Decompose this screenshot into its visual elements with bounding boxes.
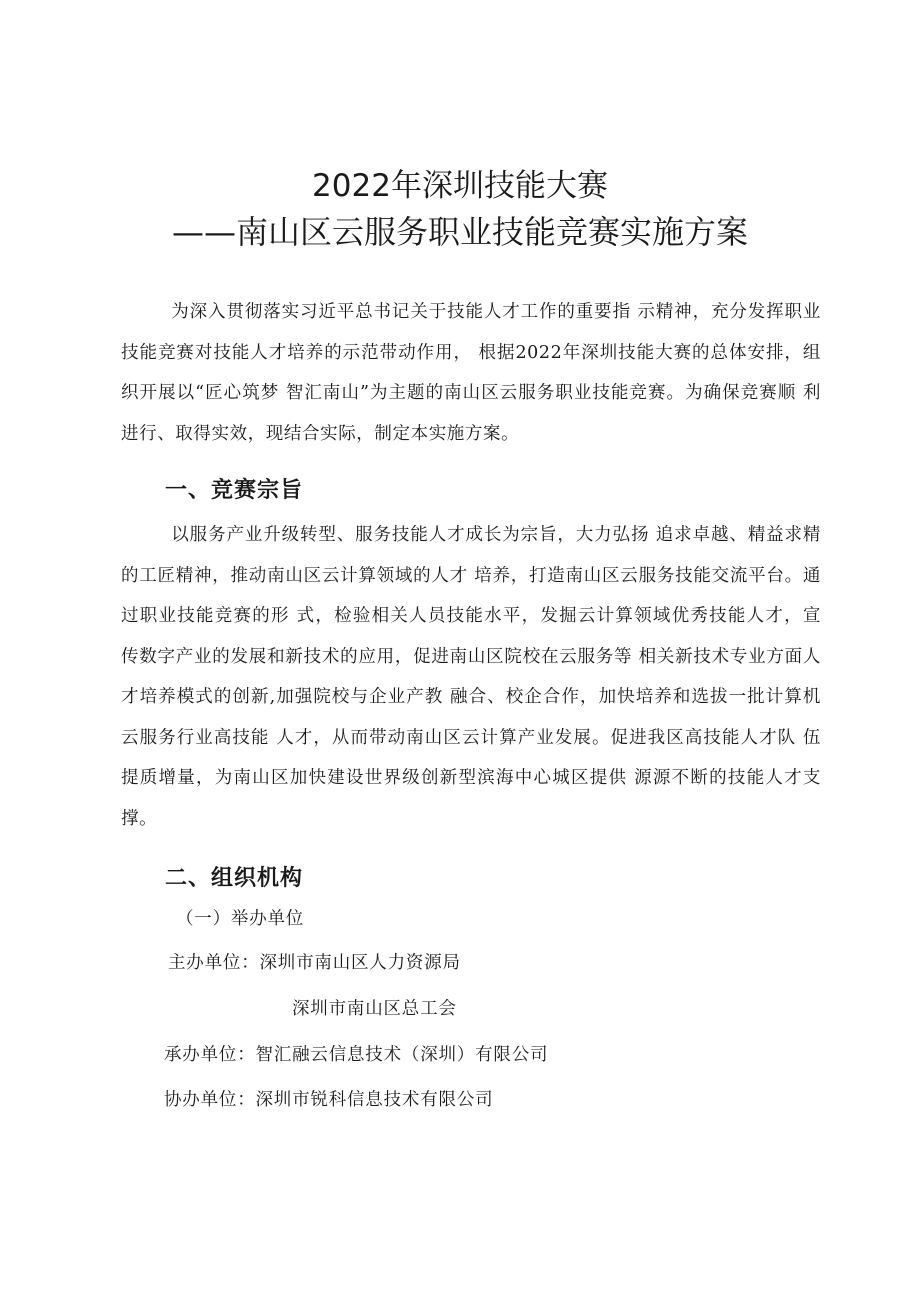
- section-heading-organization: 二、组织机构: [165, 866, 304, 891]
- intro-text: 为深入贯彻落实习近平总书记关于技能人才工作的重要指 示精神，充分发挥职业技能竞赛对技能人才培养的示范带动作用， 根据2022年深圳技能大赛的总体安排，组织开展以“匠心筑梦 智汇南山”为主题的南山区云服务职业技能竞赛。为确保竞赛顺 利进行、取得实效，现结合实际，制定本实施方案。: [121, 302, 821, 444]
- organizer-extra-line: 深圳市南山区总工会: [292, 999, 457, 1019]
- intro-paragraph: [121, 292, 821, 454]
- document-title: 2022年深圳技能大赛: [312, 168, 608, 204]
- undertaker-line: 承办单位：智汇融云信息技术（深圳）有限公司: [164, 1045, 549, 1065]
- section-heading-purpose: 一、竞赛宗旨: [165, 478, 304, 503]
- document-subtitle: ——南山区云服务职业技能竞赛实施方案: [171, 213, 748, 251]
- purpose-paragraph: [121, 515, 821, 839]
- subheading-host-units: （一）举办单位: [176, 909, 305, 929]
- co-organizer-line: 协办单位：深圳市锐科信息技术有限公司: [164, 1090, 494, 1110]
- organizer-line: 主办单位：深圳市南山区人力资源局: [168, 953, 461, 973]
- purpose-text: 以服务产业升级转型、服务技能人才成长为宗旨，大力弘扬 追求卓越、精益求精的工匠精神，推动南山区云计算领域的人才 培养，打造南山区云服务技能交流平台。通过职业技能竞赛的形 式，检验相关人员技能水平，发掘云计算领域优秀技能人才，宣 传数字产业的发展和新技术的应用，促进南山区院校在云服务等 相关新技术专业方面人才培养模式的创新,加强院校与企业产教 融合、校企合作，加快培养和选拔一批计算机云服务行业高技能 人才，从而带动南山区云计算产业发展。促进我区高技能人才队 伍提质增量，为南山区加快建设世界级创新型滨海中心城区提供 源源不断的技能人才支撑。: [121, 525, 821, 829]
